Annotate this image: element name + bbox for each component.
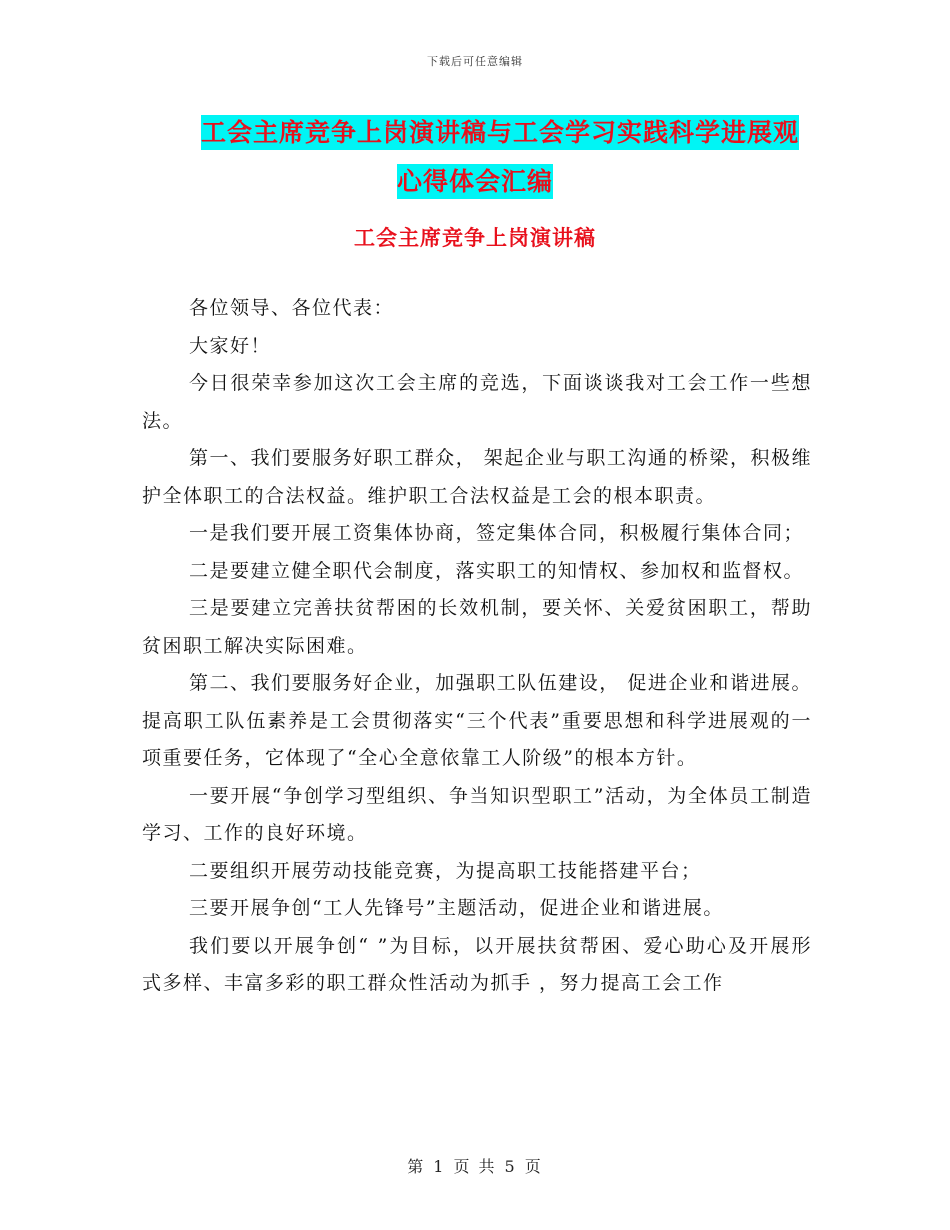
paragraph: 大家好！ [189,334,272,357]
paragraph: 二是要建立健全职代会制度，落实职工的知情权、参加权和监督权。 [189,559,805,582]
paragraph: 我们要以开展争创“ ”为目标，以开展扶贫帮困、爱心助心及开展形式多样、丰富多彩的职工群众性活动为抓手 ，努力提高工会工作 [142,934,812,994]
paragraph: 各位领导、各位代表： [189,297,395,319]
footer-page-number: 1 [433,1157,446,1176]
paragraph: 一要开展“争创学习型组织、争当知识型职工”活动，为全体员工制造学习、工作的良好环境。 [142,784,812,844]
title-line-1: 工会主席竞争上岗演讲稿与工会学习实践科学进展观 [201,115,799,150]
paragraph: 第二、我们要服务好企业，加强职工队伍建设， 促进企业和谐进展。提高职工队伍素养是工会贯彻落实“三个代表”重要思想和科学进展观的一项重要任务，它体现了“全心全意依靠工人阶级”的根本方针。 [142,672,812,769]
paragraph: 今日很荣幸参加这次工会主席的竞选，下面谈谈我对工会工作一些想法。 [142,372,812,432]
footer-prefix: 第 [407,1157,426,1176]
footer-middle: 页 共 [453,1157,497,1176]
page-footer [0,1154,950,1177]
footer-total-pages: 5 [504,1157,517,1176]
paragraph: 二要组织开展劳动技能竞赛，为提高职工技能搭建平台； [189,859,702,882]
paragraph: 三要开展争创“工人先锋号”主题活动，促进企业和谐进展。 [189,897,724,919]
header-note: 下载后可任意编辑 [427,55,523,68]
document-title [140,108,810,206]
document-body [142,290,812,1003]
title-line-2: 心得体会汇编 [397,164,553,199]
paragraph: 第一、我们要服务好职工群众， 架起企业与职工沟通的桥梁，积极维护全体职工的合法权益。维护职工合法权益是工会的根本职责。 [142,447,812,507]
paragraph: 三是要建立完善扶贫帮困的长效机制，要关怀、关爱贫困职工，帮助贫困职工解决实际困难。 [142,597,812,657]
section-title: 工会主席竞争上岗演讲稿 [354,226,596,250]
footer-suffix: 页 [524,1157,543,1176]
paragraph: 一是我们要开展工资集体协商，签定集体合同，积极履行集体合同； [189,522,805,544]
